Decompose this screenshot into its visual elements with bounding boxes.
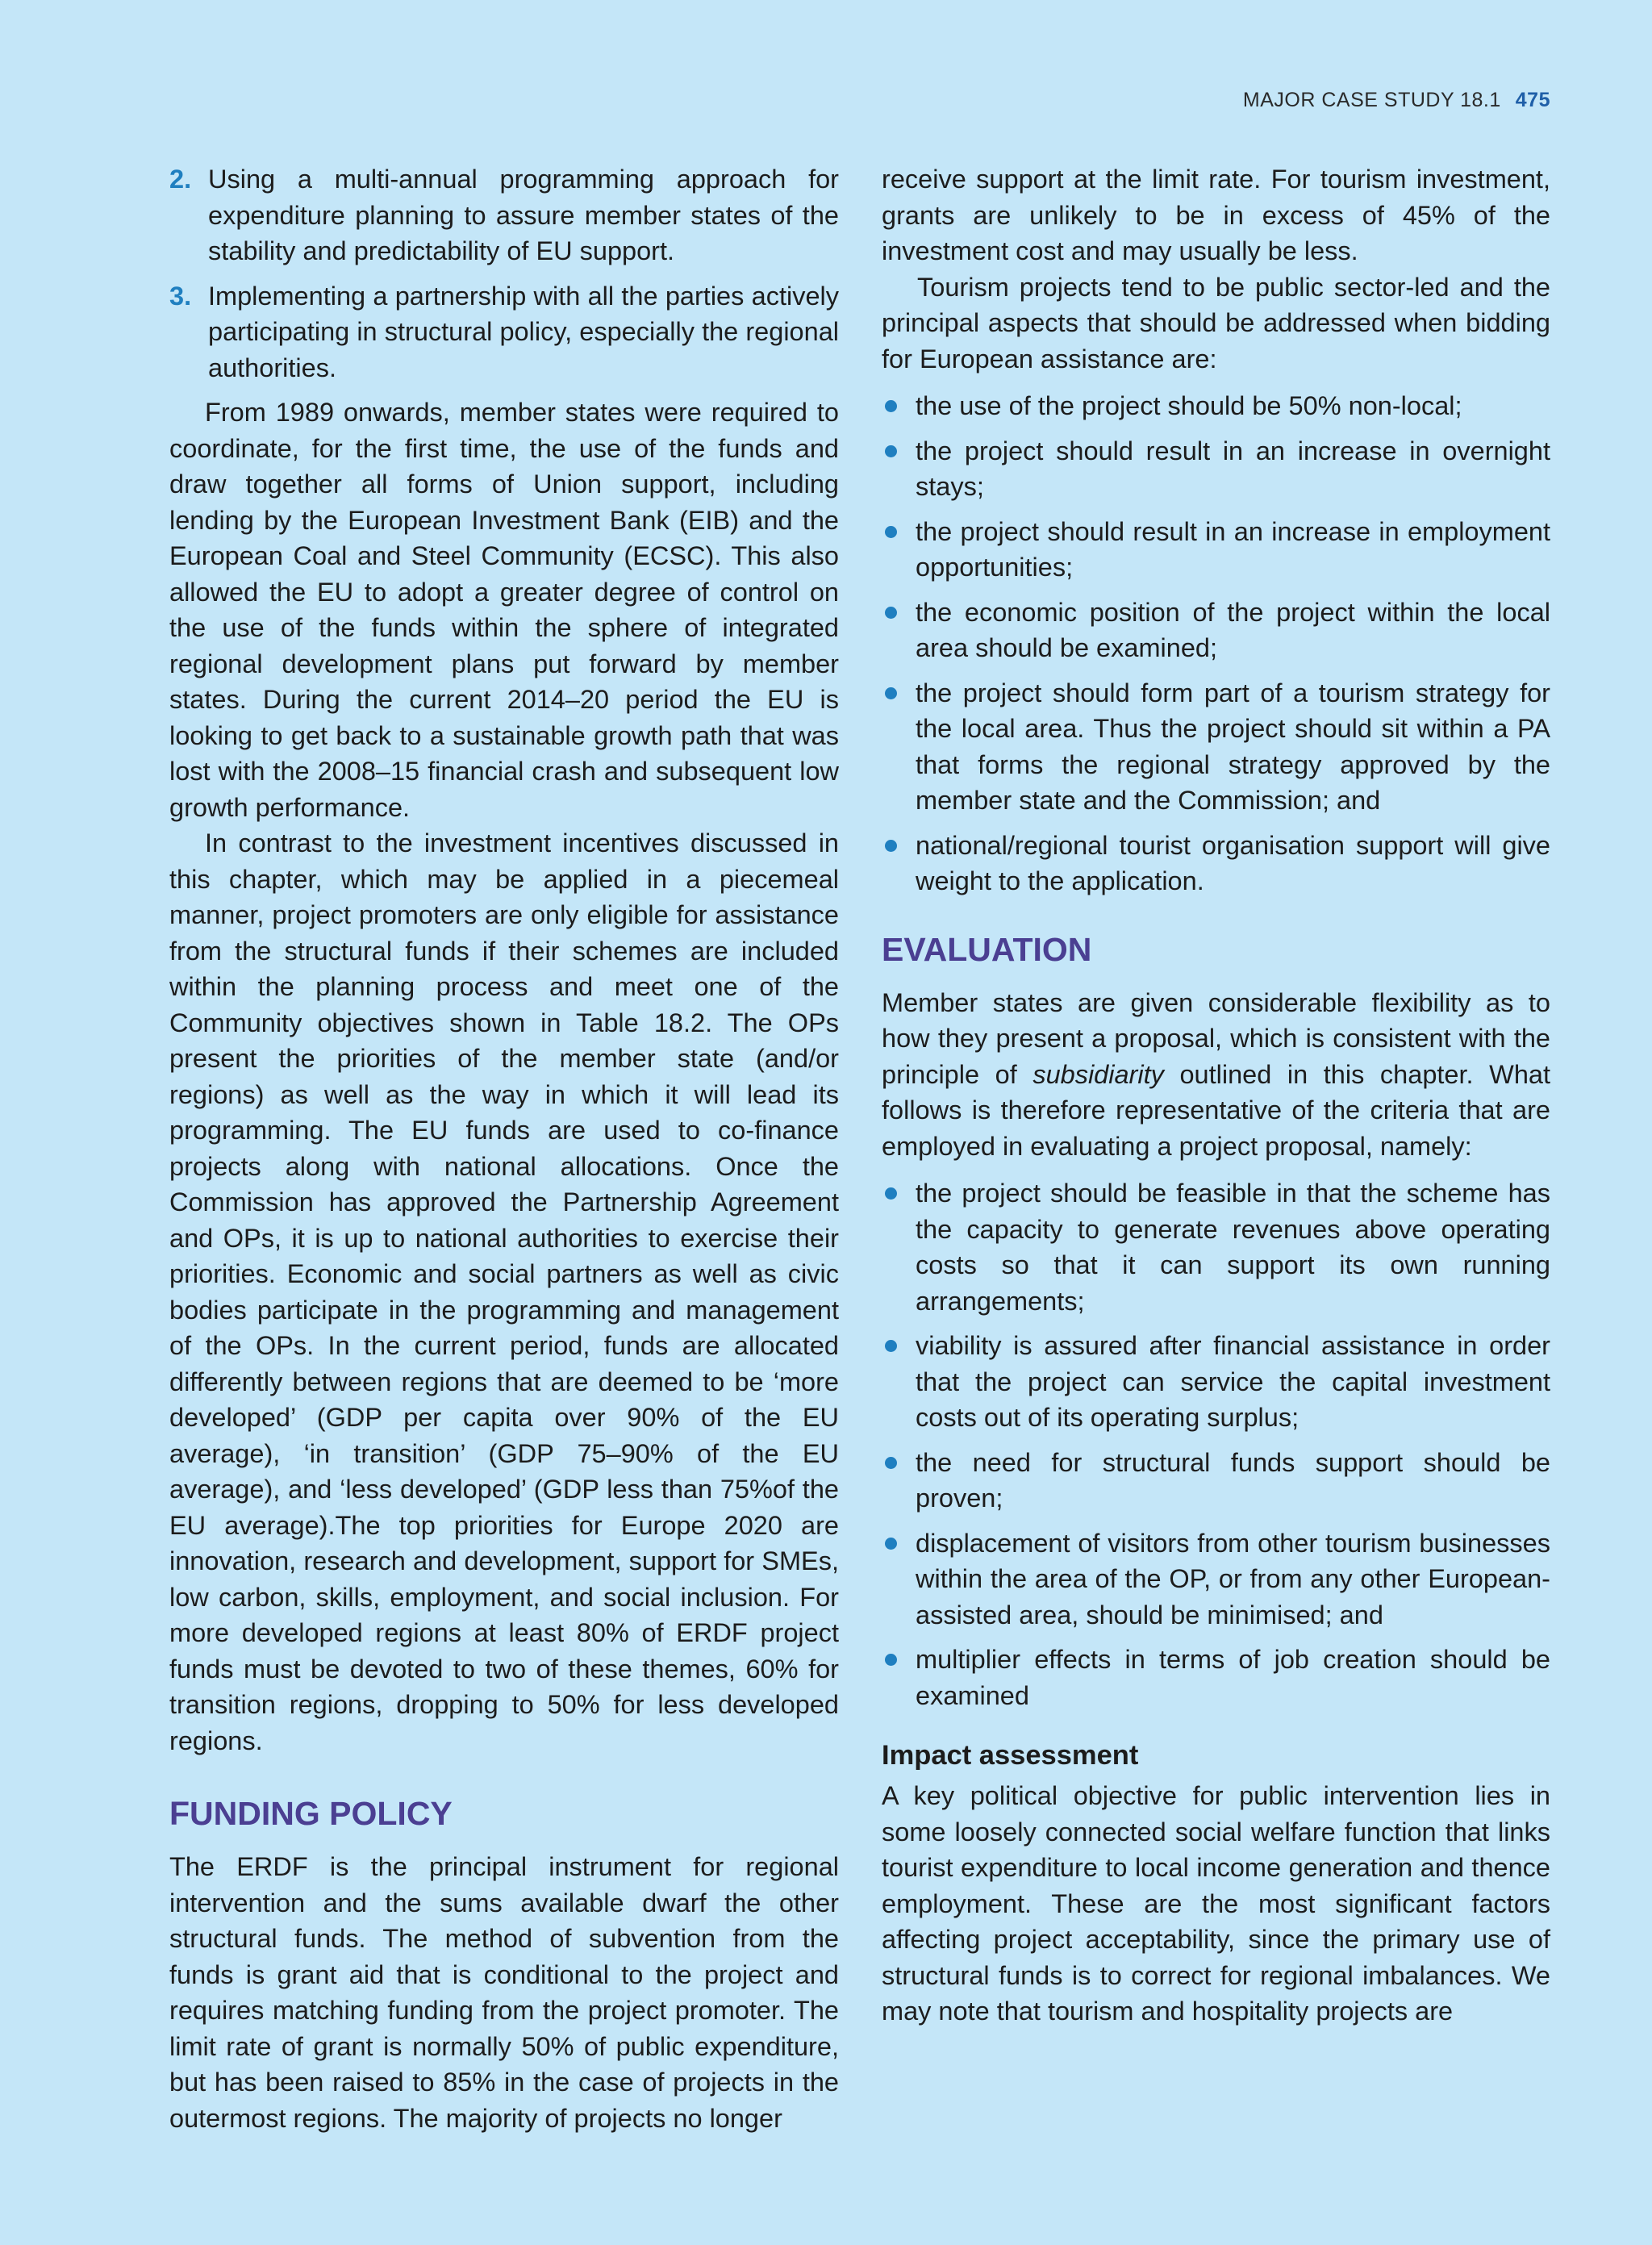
list-item <box>882 1175 1550 1319</box>
bullet-icon <box>885 1187 897 1200</box>
list-item <box>882 388 1550 424</box>
section-heading-funding-policy: FUNDING POLICY <box>169 1795 453 1832</box>
paragraph: In contrast to the investment incentives discussed in this chapter, which may be applied in a piecemeal manner, project promoters are only eligible for assistance from the structural funds if their schemes are included within the planning process and meet one of the Community objectives shown in Table 18.2. The OPs present the priorities of the member state (and/or regions) as well as the way in which it will lead its programming. The EU funds are used to co-finance projects along with national allocations. Once the Commission has approved the Partnership Agreement and OPs, it is up to national authorities to exercise their priorities. Economic and social partners as well as civic bodies participate in the programming and management of the OPs. In the current period, funds are allocated differently between regions that are deemed to be ‘more developed’ (GDP per capita over 90% of the EU average), ‘in transition’ (GDP 75–90% of the EU average), and ‘less developed’ (GDP less than 75%of the EU average).The top priorities for Europe 2020 are innovation, research and development, support for SMEs, low carbon, skills, employment, and social inclusion. For more developed regions at least 80% of ERDF project funds must be devoted to two of these themes, 60% for transition regions, dropping to 50% for less developed regions. <box>169 828 839 1755</box>
list-text: Implementing a partnership with all the parties actively participating in structural policy, especially the regional authorities. <box>208 281 839 382</box>
paragraph: The ERDF is the principal instrument for regional intervention and the sums available dwarf the other structural funds. The method of subvention from the funds is grant aid that is conditional to the project and requires matching funding from the project promoter. The limit rate of grant is normally 50% of public expenditure, but has been raised to 85% in the case of projects in the outermost regions. The majority of projects no longer <box>169 1852 839 2133</box>
bullet-list-bidding-aspects <box>882 388 1550 899</box>
bullet-icon <box>885 445 897 457</box>
list-item <box>882 828 1550 899</box>
paragraph-text: Member states are given considerable flexibility as to how they present a proposal, which is consistent with the principle of <box>882 987 1550 1089</box>
paragraph: Tourism projects tend to be public sector-led and the principal aspects that should be addressed when bidding for European assistance are: <box>882 272 1550 373</box>
list-text: displacement of visitors from other tourism businesses within the area of the OP, or from any other European-assisted area, should be minimised; and <box>916 1528 1550 1630</box>
left-column <box>169 161 839 2136</box>
list-item <box>882 1642 1550 1713</box>
list-number: 3. <box>169 281 192 311</box>
list-item <box>882 675 1550 819</box>
list-text: the project should form part of a tourism strategy for the local area. Thus the project should sit within a PA that forms the regional strategy approved by the member state and the Commission; and <box>916 678 1550 815</box>
bullet-icon <box>885 1457 897 1469</box>
bullet-icon <box>885 400 897 412</box>
list-item <box>882 595 1550 666</box>
list-text: the project should result in an increase in employment opportunities; <box>916 516 1550 582</box>
list-text: multiplier effects in terms of job creation should be examined <box>916 1645 1550 1710</box>
list-number: 2. <box>169 165 192 194</box>
paragraph-text: outlined in this chapter. What follows is therefore representative of the criteria that are employed in evaluating a project proposal, namely: <box>882 1059 1551 1161</box>
list-text: Using a multi-annual programming approach for expenditure planning to assure member states of the stability and predictability of EU support. <box>208 165 839 265</box>
bullet-icon <box>885 607 897 619</box>
paragraph: receive support at the limit rate. For tourism investment, grants are unlikely to be in excess of 45% of the investment cost and may usually be less. <box>882 165 1550 265</box>
running-title: MAJOR CASE STUDY 18.1 <box>1242 89 1501 111</box>
paragraph <box>882 985 1550 1165</box>
list-text: national/regional tourist organisation support will give weight to the application. <box>916 830 1550 895</box>
paragraph: From 1989 onwards, member states were required to coordinate, for the first time, the use of the funds and draw together all forms of Union support, including lending by the European Investment Bank (EIB) and the European Coal and Steel Community (ECSC). This also allowed the EU to adopt a greater degree of control on the use of the funds within the sphere of integrated regional development plans put forward by member states. During the current 2014–20 period the EU is looking to get back to a sustainable growth path that was lost with the 2008–15 financial crash and subsequent low growth performance. <box>169 398 839 822</box>
subheading-impact-assessment: Impact assessment <box>882 1740 1139 1771</box>
bullet-icon <box>885 687 897 699</box>
list-text: the need for structural funds support should be proven; <box>916 1447 1550 1513</box>
bullet-icon <box>885 1654 897 1666</box>
section-heading-evaluation: EVALUATION <box>882 930 1092 968</box>
bullet-icon <box>885 840 897 852</box>
list-text: the use of the project should be 50% non-local; <box>916 391 1462 420</box>
list-item <box>882 1445 1550 1517</box>
list-item <box>882 1328 1550 1436</box>
list-text: viability is assured after financial assistance in order that the project can service the capital investment costs out of its operating surplus; <box>916 1331 1550 1432</box>
list-text: the project should be feasible in that the scheme has the capacity to generate revenues above operating costs so that it can support its own running arrangements; <box>916 1179 1550 1316</box>
emphasis-term: subsidiarity <box>1032 1059 1164 1089</box>
bullet-icon <box>885 526 897 538</box>
page-number: 475 <box>1515 89 1550 111</box>
list-item <box>882 514 1550 586</box>
list-item <box>169 278 839 386</box>
list-item <box>882 1525 1550 1634</box>
bullet-icon <box>885 1538 897 1550</box>
numbered-list <box>169 161 839 386</box>
list-text: the economic position of the project within the local area should be examined; <box>916 597 1550 662</box>
paragraph: A key political objective for public intervention lies in some loosely connected social welfare function that links tourist expenditure to local income generation and thence employment. These are the most significant factors affecting project acceptability, since the primary use of structural funds is to correct for regional imbalances. We may note that tourism and hospitality projects are <box>882 1781 1550 2026</box>
list-item <box>882 433 1550 505</box>
bullet-list-evaluation-criteria <box>882 1175 1550 1713</box>
bullet-icon <box>885 1340 897 1352</box>
list-item <box>169 161 839 269</box>
list-text: the project should result in an increase in overnight stays; <box>916 436 1550 501</box>
running-header <box>1243 89 1550 112</box>
right-column <box>882 161 1550 2030</box>
